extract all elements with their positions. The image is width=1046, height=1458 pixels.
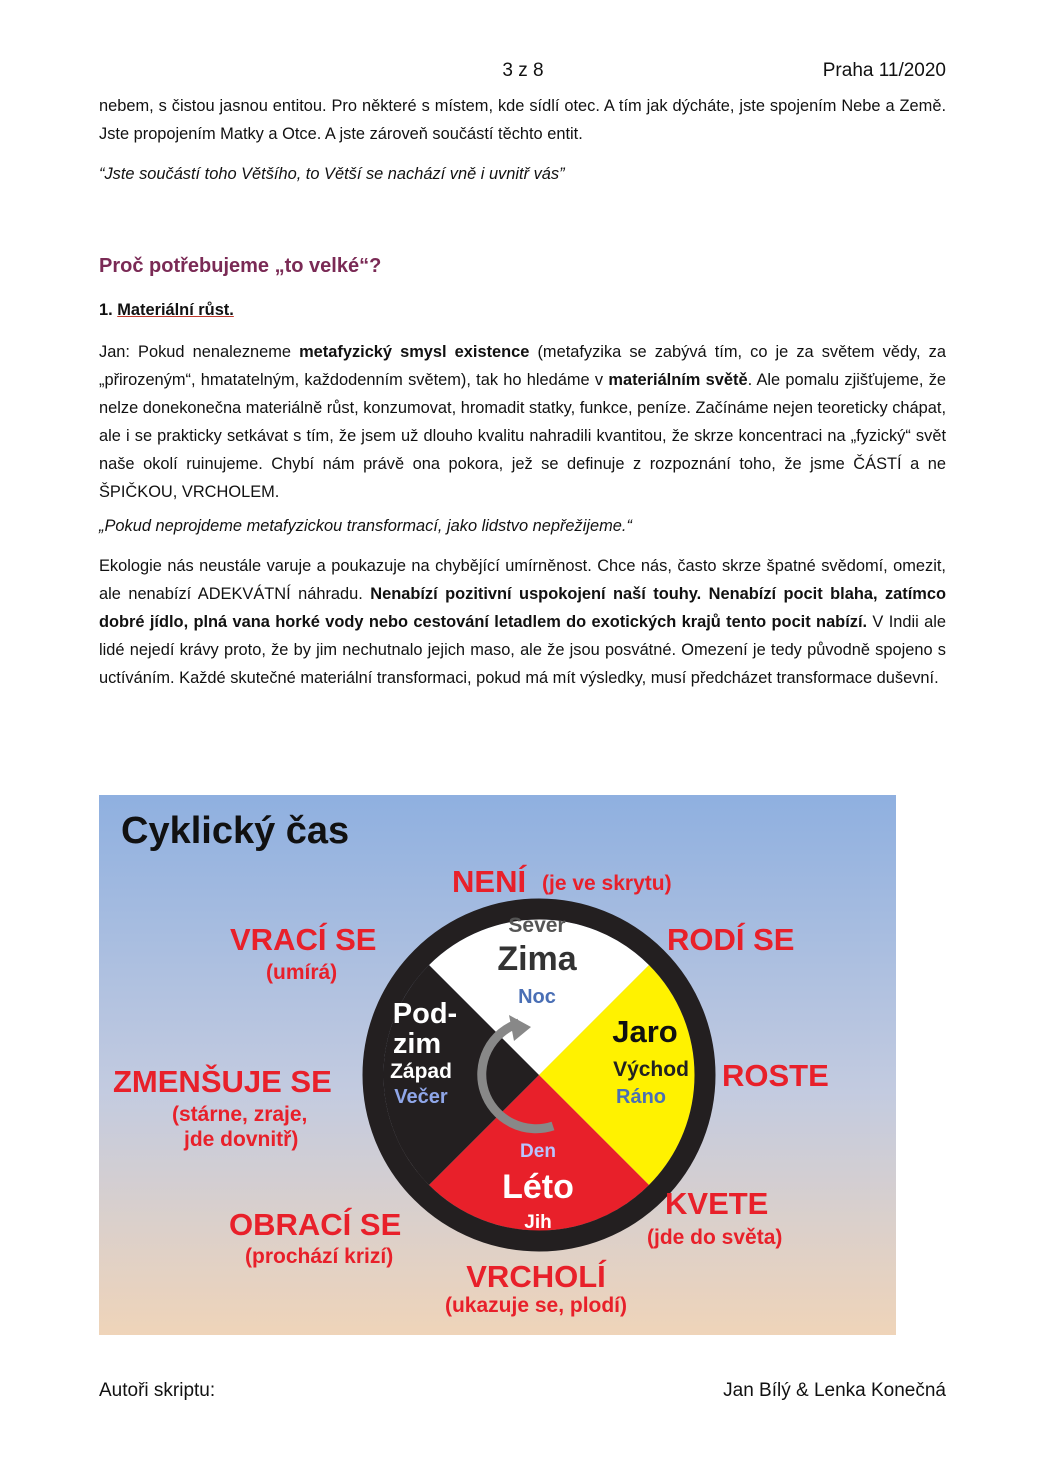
- label-s-main: VRCHOLÍ: [466, 1259, 606, 1294]
- bold-run: materiálním světě: [608, 371, 748, 389]
- bold-run: Nenabízí pozitivní uspokojení naší touhy. Nenabízí pocit blaha, zatímco dobré jídlo, plná vana horké vody nebo cestování letadlem do exotických krajů tento pocit nabízí.: [99, 585, 946, 631]
- west-season-line2: zim: [392, 1028, 442, 1060]
- label-sw-sub: (prochází krizí): [245, 1245, 394, 1268]
- text-run: Jan: Pokud nenalezneme: [99, 343, 300, 361]
- south-time: Den: [520, 1141, 556, 1162]
- label-e-main: ROSTE: [722, 1058, 829, 1093]
- page-number: 3 z 8: [502, 60, 544, 81]
- label-w-main: ZMENŠUJE SE: [113, 1064, 332, 1099]
- header-date: Praha 11/2020: [822, 60, 946, 81]
- cyclic-time-diagram: [99, 795, 896, 1335]
- footer-authors-label: Autoři skriptu:: [99, 1380, 216, 1401]
- figure-title: Cyklický čas: [121, 810, 350, 852]
- intro-paragraph: nebem, s čistou jasnou entitou. Pro některé s místem, kde sídlí otec. A tím jak dýcháte, jste spojením Nebe a Země. Jste propojením Matky a Otce. A jste zároveň součástí těchto entit.: [99, 97, 946, 143]
- text-run: (metafyzika se zabývá tím, co je za světem vědy, za „přirozeným“, hmatatelným, každodenním světem), tak ho hledáme v: [99, 343, 946, 389]
- north-season: Zima: [497, 940, 577, 978]
- document-body: [99, 92, 946, 692]
- intro-quote: “Jste součástí toho Většího, to Větší se nachází vně i uvnitř vás”: [99, 165, 565, 183]
- label-s-sub: (ukazuje se, plodí): [444, 1294, 628, 1317]
- label-top-sub: (je ve skrytu): [542, 872, 672, 895]
- text-run: Ekologie nás neustále varuje a poukazuje na chybějící umírněnost. Chce nás, často skrze špatné svědomí, omezit, ale nenabízí ADEKVÁTNÍ náhradu.: [99, 557, 946, 603]
- quote-italic: „Pokud neprojdeme metafyzickou transformací, jako lidstvo nepřežijeme.: [99, 517, 627, 535]
- label-ne-main: RODÍ SE: [667, 922, 795, 957]
- south-season: Léto: [502, 1168, 574, 1206]
- east-direction: Východ: [613, 1058, 689, 1081]
- north-direction: Sever: [508, 914, 566, 937]
- label-nw-main: VRACÍ SE: [230, 922, 377, 957]
- label-sw-main: OBRACÍ SE: [229, 1207, 402, 1242]
- label-w-sub-line2: jde dovnitř): [184, 1128, 299, 1151]
- east-season: Jaro: [612, 1014, 678, 1049]
- subsection-heading: [99, 296, 946, 324]
- cyclic-time-figure: [99, 795, 896, 1335]
- east-time: Ráno: [616, 1086, 666, 1108]
- text-run: V Indii ale lidé nejedí krávy proto, že by jim nechutnalo jejich maso, ale že jsou posvátné. Omezení je tedy původně spojeno s uctíváním. Každé skutečné materiální transformaci, pokud má mít výsledky, musí předcházet transformace duševní.: [99, 613, 946, 687]
- paragraph-ecology: [99, 552, 946, 692]
- paragraph-material-growth: [99, 338, 946, 506]
- subsection-number: 1.: [99, 301, 113, 319]
- label-top-main: NENÍ: [452, 864, 527, 899]
- west-time: Večer: [394, 1086, 448, 1108]
- subsection-title: Materiální růst.: [117, 301, 234, 319]
- north-time: Noc: [518, 986, 556, 1008]
- bold-run: metafyzický smysl existence: [299, 343, 530, 361]
- quote-tail: “: [626, 517, 632, 535]
- text-run: . Ale pomalu zjišťujeme, že nelze donekonečna materiálně růst, konzumovat, hromadit statky, funkce, peníze. Začínáme nejen teoreticky chápat, ale i se prakticky setkávat s tím, že jsem už dlouho kvalitu nahradili kvantitou, že skrze koncentraci na „fyzický“ svět naše okolí ruinujeme. Chybí nám právě ona pokora, jež se definuje z rozpoznání toho, že jsme ČÁSTÍ a ne ŠPIČKOU, VRCHOLEM.: [99, 371, 947, 501]
- west-direction: Západ: [390, 1060, 452, 1083]
- label-se-main: KVETE: [665, 1186, 769, 1221]
- south-direction: Jih: [524, 1212, 552, 1233]
- label-se-sub: (jde do světa): [647, 1226, 783, 1249]
- label-nw-sub: (umírá): [266, 961, 338, 984]
- footer-authors: Jan Bílý & Lenka Konečná: [723, 1380, 946, 1401]
- section-title: Proč potřebujeme „to velké“?: [99, 255, 382, 277]
- west-season-line1: Pod-: [392, 998, 458, 1030]
- label-w-sub-line1: (stárne, zraje,: [172, 1103, 308, 1126]
- transformation-quote: [99, 512, 946, 540]
